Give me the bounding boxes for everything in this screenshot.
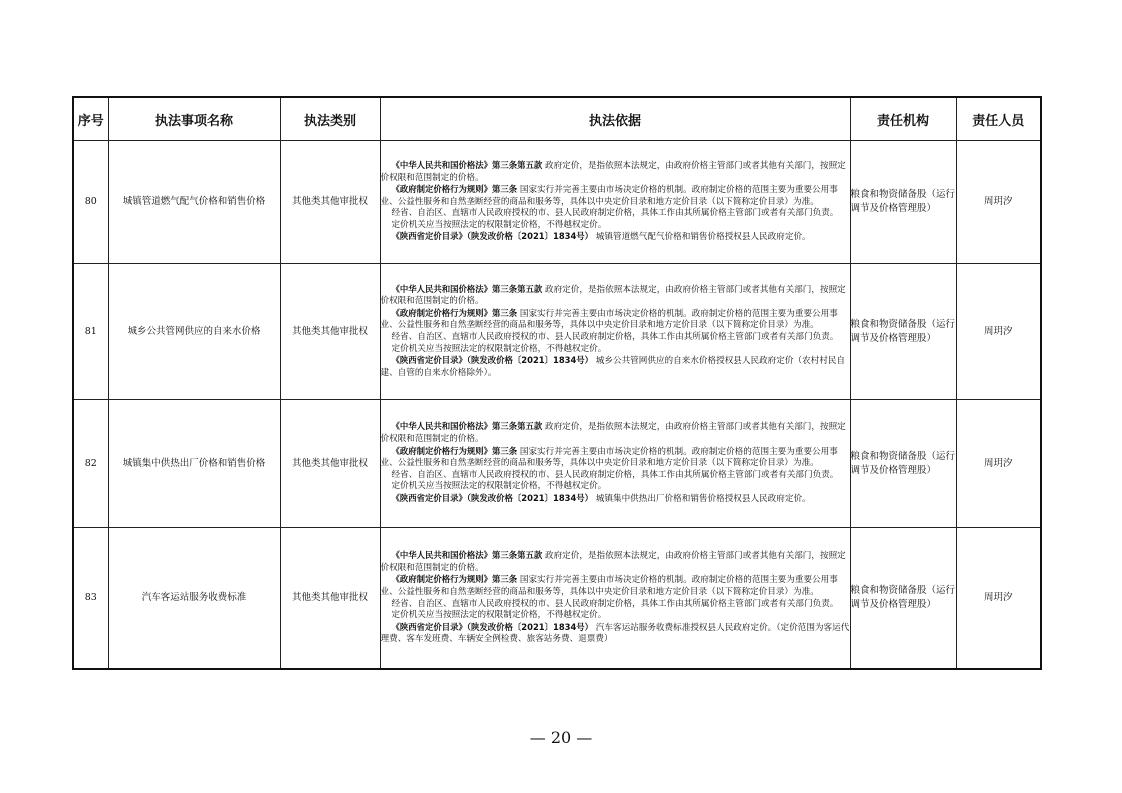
law-text: 国家实行并完善主要由市场决定价格的机制。政府制定价格的范围主要为重要公用事业、公益性服务和自然垄断经营的商品和服务等，具体以中央定价目录和地方定价目录（以下简称定价目录）为准。 (380, 185, 838, 207)
law-title: 《中华人民共和国价格法》第三条第五款 (391, 159, 543, 170)
enforcement-table (72, 96, 1042, 670)
cell-item-name: 汽车客运站服务收费标准 (108, 528, 280, 670)
cell-basis (380, 264, 850, 400)
table-row (73, 528, 1041, 670)
law-title: 《中华人民共和国价格法》第三条第五款 (391, 550, 543, 561)
law-title: 《政府制定价格行为规则》第三条 (391, 445, 518, 456)
basis-para-4: 定价机关应当按照法定的权限制定价格，不得越权定价。 (391, 219, 607, 230)
basis-para-4: 定价机关应当按照法定的权限制定价格，不得越权定价。 (391, 343, 607, 354)
basis-para-2 (381, 574, 850, 598)
cell-no: 80 (73, 141, 108, 264)
cell-person: 周玥汐 (956, 141, 1041, 264)
page-number: — 20 — (529, 728, 593, 747)
basis-para-2 (381, 446, 850, 470)
law-text: 政府定价，是指依照本法规定，由政府价格主管部门或者其他有关部门，按照定价权限和范围制定的价格。 (380, 160, 846, 183)
law-text: 政府定价，是指依照本法规定，由政府价格主管部门或者其他有关部门，按照定价权限和范围制定的价格。 (380, 422, 846, 445)
basis-para-3: 经省、自治区、直辖市人民政府授权的市、县人民政府制定价格，具体工作由其所属价格主管部门或者有关部门负责。 (391, 469, 839, 480)
law-text: 城镇管道燃气配气价格和销售价格授权县人民政府定价。 (593, 232, 811, 243)
basis-para-4: 定价机关应当按照法定的权限制定价格，不得越权定价。 (391, 610, 607, 621)
cell-category: 其他类其他审批权 (280, 141, 380, 264)
law-title: 《政府制定价格行为规则》第三条 (391, 574, 518, 585)
basis-para-4: 定价机关应当按照法定的权限制定价格，不得越权定价。 (391, 481, 607, 492)
cell-item-name: 城乡公共管网供应的自来水价格 (108, 264, 280, 400)
law-title: 《陕西省定价目录》（陕发改价格〔2021〕1834号） (391, 355, 594, 366)
cell-category: 其他类其他审批权 (280, 264, 380, 400)
cell-org: 粮食和物资储备股（运行调节及价格管理股） (850, 264, 956, 400)
law-text: 城乡公共管网供应的自来水价格授权县人民政府定价（农村村民自建、自管的自来水价格除外）。 (380, 356, 846, 378)
header-basis: 执法依据 (380, 97, 850, 141)
law-title: 《中华人民共和国价格法》第三条第五款 (391, 421, 543, 432)
cell-no: 82 (73, 400, 108, 528)
law-text: 国家实行并完善主要由市场决定价格的机制。政府制定价格的范围主要为重要公用事业、公益性服务和自然垄断经营的商品和服务等，具体以中央定价目录和地方定价目录（以下简称定价目录）为准。 (380, 308, 838, 331)
basis-para-1 (381, 550, 850, 574)
header-person: 责任人员 (956, 97, 1041, 141)
basis-para-5 (381, 493, 850, 506)
basis-para-1 (381, 421, 850, 445)
law-title: 《政府制定价格行为规则》第三条 (391, 307, 518, 318)
law-title: 《陕西省定价目录》（陕发改价格〔2021〕1834号） (391, 492, 594, 503)
basis-para-5 (381, 231, 850, 244)
header-category: 执法类别 (280, 97, 380, 141)
law-text: 政府定价，是指依照本法规定，由政府价格主管部门或者其他有关部门，按照定价权限和范围制定的价格。 (380, 551, 846, 573)
law-title: 《政府制定价格行为规则》第三条 (391, 184, 518, 195)
table-row (73, 264, 1041, 400)
cell-category: 其他类其他审批权 (280, 400, 380, 528)
basis-para-5 (381, 355, 850, 379)
cell-org: 粮食和物资储备股（运行调节及价格管理股） (850, 141, 956, 264)
basis-para-5 (381, 622, 850, 646)
law-title: 《中华人民共和国价格法》第三条第五款 (391, 283, 543, 294)
law-text: 国家实行并完善主要由市场决定价格的机制。政府制定价格的范围主要为重要公用事业、公益性服务和自然垄断经营的商品和服务等，具体以中央定价目录和地方定价目录（以下简称定价目录）为准。 (380, 575, 838, 597)
cell-no: 81 (73, 264, 108, 400)
law-text: 城镇集中供热出厂价格和销售价格授权县人民政府定价。 (593, 493, 811, 504)
cell-basis (380, 528, 850, 670)
cell-basis (380, 141, 850, 264)
cell-no: 83 (73, 528, 108, 670)
header-org: 责任机构 (850, 97, 956, 141)
law-text: 政府定价，是指依照本法规定，由政府价格主管部门或者其他有关部门，按照定价权限和范围制定的价格。 (380, 284, 846, 307)
law-title: 《陕西省定价目录》（陕发改价格〔2021〕1834号） (391, 231, 594, 242)
basis-para-3: 经省、自治区、直辖市人民政府授权的市、县人民政府制定价格，具体工作由其所属价格主管部门或者有关部门负责。 (391, 598, 839, 609)
cell-org: 粮食和物资储备股（运行调节及价格管理股） (850, 528, 956, 670)
basis-para-2 (381, 308, 850, 332)
table-row (73, 400, 1041, 528)
header-row (73, 97, 1041, 141)
basis-para-3: 经省、自治区、直辖市人民政府授权的市、县人民政府制定价格，具体工作由其所属价格主管部门或者有关部门负责。 (391, 208, 839, 219)
header-no: 序号 (73, 97, 108, 141)
cell-basis (380, 400, 850, 528)
cell-person: 周玥汐 (956, 400, 1041, 528)
basis-para-2 (381, 184, 850, 208)
basis-para-1 (381, 160, 850, 184)
law-text: 汽车客运站服务收费标准授权县人民政府定价。（定价范围为客运代理费、客车发班费、车辆安全例检费、旅客站务费、退票费） (380, 622, 850, 645)
law-text: 国家实行并完善主要由市场决定价格的机制。政府制定价格的范围主要为重要公用事业、公益性服务和自然垄断经营的商品和服务等，具体以中央定价目录和地方定价目录（以下简称定价目录）为准。 (380, 446, 838, 469)
cell-person: 周玥汐 (956, 264, 1041, 400)
cell-item-name: 城镇管道燃气配气价格和销售价格 (108, 141, 280, 264)
table-row (73, 141, 1041, 264)
cell-category: 其他类其他审批权 (280, 528, 380, 670)
header-item-name: 执法事项名称 (108, 97, 280, 141)
cell-org: 粮食和物资储备股（运行调节及价格管理股） (850, 400, 956, 528)
cell-item-name: 城镇集中供热出厂价格和销售价格 (108, 400, 280, 528)
cell-person: 周玥汐 (956, 528, 1041, 670)
law-title: 《陕西省定价目录》（陕发改价格〔2021〕1834号） (391, 621, 594, 632)
basis-para-3: 经省、自治区、直辖市人民政府授权的市、县人民政府制定价格，具体工作由其所属价格主管部门或者有关部门负责。 (391, 332, 839, 342)
basis-para-1 (381, 284, 850, 308)
